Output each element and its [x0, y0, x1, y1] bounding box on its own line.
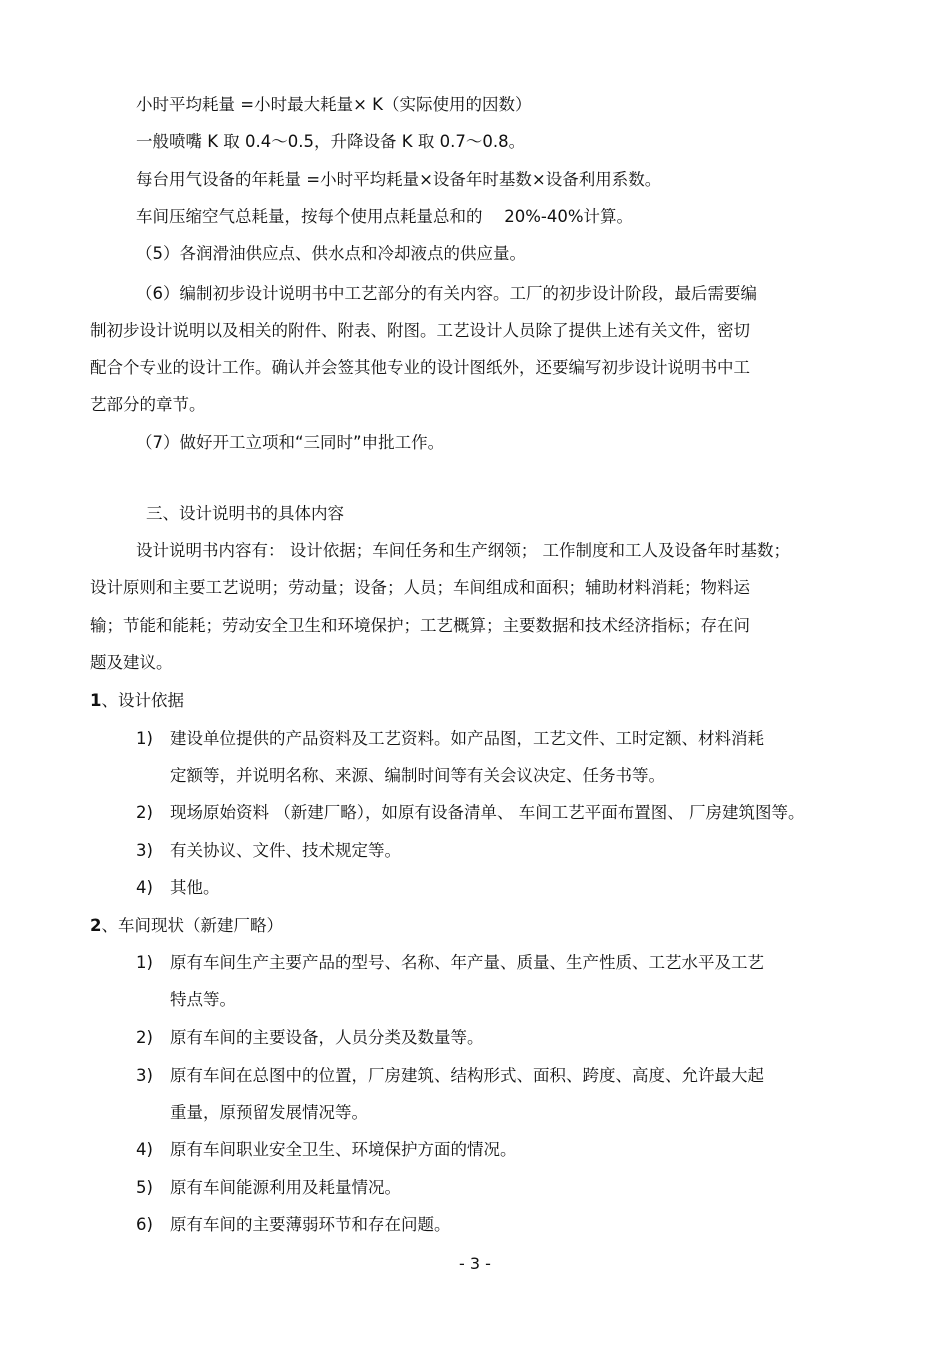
- list-number: 4): [136, 1140, 153, 1159]
- list-item-line: 其他。: [170, 878, 220, 897]
- list-number: 2): [136, 1028, 153, 1047]
- section-body-line: 设计说明书内容有： 设计依据；车间任务和生产纲领； 工作制度和工人及设备年时基数；: [136, 541, 790, 560]
- list-number: 4): [136, 878, 153, 897]
- section-body-line: 题及建议。: [90, 653, 173, 672]
- list-item-line: 定额等，并说明名称、来源、编制时间等有关会议决定、任务书等。: [170, 766, 665, 785]
- item6-line: （6）编制初步设计说明书中工艺部分的有关内容。工厂的初步设计阶段，最后需要编: [136, 284, 757, 303]
- list-number: 5): [136, 1178, 153, 1197]
- section-heading: 三、设计说明书的具体内容: [146, 504, 344, 523]
- list-item-line: 原有车间生产主要产品的型号、名称、年产量、质量、生产性质、工艺水平及工艺: [170, 953, 764, 972]
- section-body-line: 输；节能和能耗；劳动安全卫生和环境保护；工艺概算；主要数据和技术经济指标；存在问: [90, 616, 750, 635]
- list-number: 1): [136, 729, 153, 748]
- item6-line: 艺部分的章节。: [90, 395, 206, 414]
- subheading-workshop-status: [90, 916, 283, 936]
- subheading-number: 1: [90, 691, 102, 710]
- list-item-line: 建设单位提供的产品资料及工艺资料。如产品图，工艺文件、工时定额、材料消耗: [170, 729, 764, 748]
- intro-line: 每台用气设备的年耗量 =小时平均耗量×设备年时基数×设备利用系数。: [136, 170, 662, 189]
- subheading-title: 、车间现状（新建厂略）: [101, 916, 283, 935]
- subheading-number: 2: [90, 916, 102, 935]
- subheading-title: 、设计依据: [101, 691, 184, 710]
- intro-line: 车间压缩空气总耗量，按每个使用点耗量总和的 20%-40%计算。: [136, 207, 634, 226]
- list-item-line: 有关协议、文件、技术规定等。: [170, 841, 401, 860]
- intro-line: （5）各润滑油供应点、供水点和冷却液点的供应量。: [136, 244, 526, 263]
- list-item-line: 原有车间职业安全卫生、环境保护方面的情况。: [170, 1140, 517, 1159]
- item6-line: 制初步设计说明以及相关的附件、附表、附图。工艺设计人员除了提供上述有关文件，密切: [90, 321, 750, 340]
- page-number: - 3 -: [459, 1254, 491, 1273]
- section-body-line: 设计原则和主要工艺说明；劳动量；设备；人员；车间组成和面积；辅助材料消耗；物料运: [90, 578, 750, 597]
- list-item-line: 原有车间的主要设备，人员分类及数量等。: [170, 1028, 484, 1047]
- list-number: 3): [136, 841, 153, 860]
- item6-line: 配合个专业的设计工作。确认并会签其他专业的设计图纸外，还要编写初步设计说明书中工: [90, 358, 750, 377]
- list-item-line: 特点等。: [170, 990, 236, 1009]
- list-number: 3): [136, 1066, 153, 1085]
- list-number: 6): [136, 1215, 153, 1234]
- subheading-design-basis: [90, 691, 184, 711]
- intro-line: 一般喷嘴 K 取 0.4～0.5，升降设备 K 取 0.7～0.8。: [136, 132, 526, 151]
- list-item-line: 现场原始资料 （新建厂略），如原有设备清单、 车间工艺平面布置图、 厂房建筑图等。: [170, 803, 805, 822]
- list-item-line: 原有车间在总图中的位置，厂房建筑、结构形式、面积、跨度、高度、允许最大起: [170, 1066, 764, 1085]
- intro-line: 小时平均耗量 =小时最大耗量× K（实际使用的因数）: [136, 95, 532, 114]
- list-number: 1): [136, 953, 153, 972]
- list-number: 2): [136, 803, 153, 822]
- item7-line: （7）做好开工立项和“三同时”申批工作。: [136, 433, 445, 452]
- list-item-line: 原有车间的主要薄弱环节和存在问题。: [170, 1215, 451, 1234]
- list-item-line: 原有车间能源利用及耗量情况。: [170, 1178, 401, 1197]
- list-item-line: 重量，原预留发展情况等。: [170, 1103, 368, 1122]
